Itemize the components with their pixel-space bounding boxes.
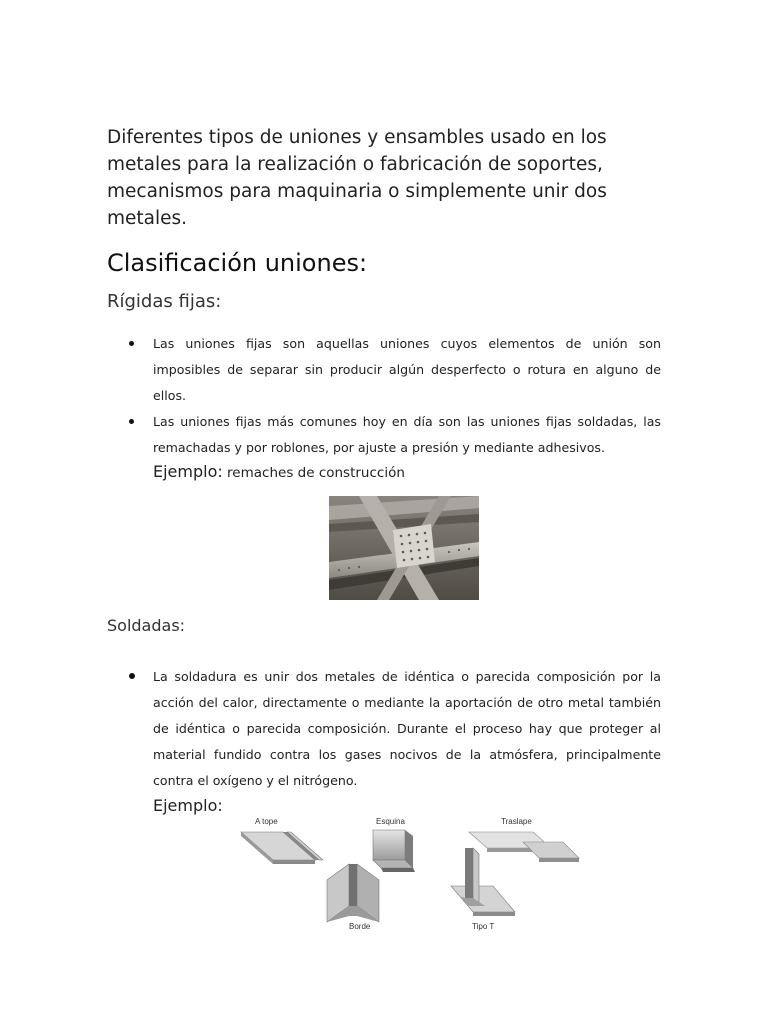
- rigidas-bullet-list: [125, 331, 661, 461]
- list-item: [125, 409, 661, 461]
- example-text: remaches de construcción: [222, 465, 405, 481]
- lap-joint-shape: [469, 832, 579, 862]
- corner-joint-shape: [373, 830, 415, 872]
- heading-soldadas: Soldadas:: [107, 616, 186, 635]
- example-rigidas: [153, 461, 405, 484]
- example-label: Ejemplo:: [153, 462, 223, 481]
- bullet-text: Las uniones fijas son aquellas uniones cuyos elementos de unión son imposibles de separar sin producir algún desperfecto o rotura en alguno de ellos.: [153, 336, 661, 403]
- example-label: Ejemplo:: [153, 796, 223, 815]
- intro-paragraph: Diferentes tipos de uniones y ensambles usado en los metales para la realización o fabricación de soportes, mecanismos para maquinaria o simplemente unir dos metales.: [107, 127, 607, 229]
- list-item: [125, 331, 661, 409]
- bullet-text: Las uniones fijas más comunes hoy en día son las uniones fijas soldadas, las remachadas y por roblones, por ajuste a presión y mediante adhesivos.: [153, 414, 661, 455]
- label-borde: Borde: [349, 922, 371, 931]
- bullet-icon: [129, 341, 134, 346]
- label-esquina: Esquina: [376, 817, 405, 826]
- label-a-tope: A tope: [255, 817, 278, 826]
- label-tipo-t: Tipo T: [472, 922, 495, 931]
- bullet-icon: [129, 673, 135, 679]
- butt-joint-shape: [241, 832, 323, 864]
- heading-rigidas-fijas: Rígidas fijas:: [107, 291, 222, 312]
- rivet-construction-photo: [329, 496, 479, 600]
- heading-clasificacion: Clasificación uniones:: [107, 249, 368, 277]
- example-soldadas: [153, 795, 223, 817]
- edge-joint-shape: [327, 864, 379, 922]
- bullet-icon: [129, 419, 134, 424]
- bullet-text: La soldadura es unir dos metales de idéntica o parecida composición por la acción del calor, directamente o mediante la aportación de otro metal también de idéntica o parecida composición. Durante el proceso hay que proteger al material fundido contra los gases nocivos de la atmósfera, principalmente contra el oxígeno y el nitrógeno.: [153, 669, 661, 788]
- weld-joints-diagram: [233, 812, 583, 940]
- t-joint-shape: [451, 848, 515, 916]
- soldadas-bullet-list: [125, 664, 661, 794]
- list-item: [125, 664, 661, 794]
- label-traslape: Traslape: [501, 817, 532, 826]
